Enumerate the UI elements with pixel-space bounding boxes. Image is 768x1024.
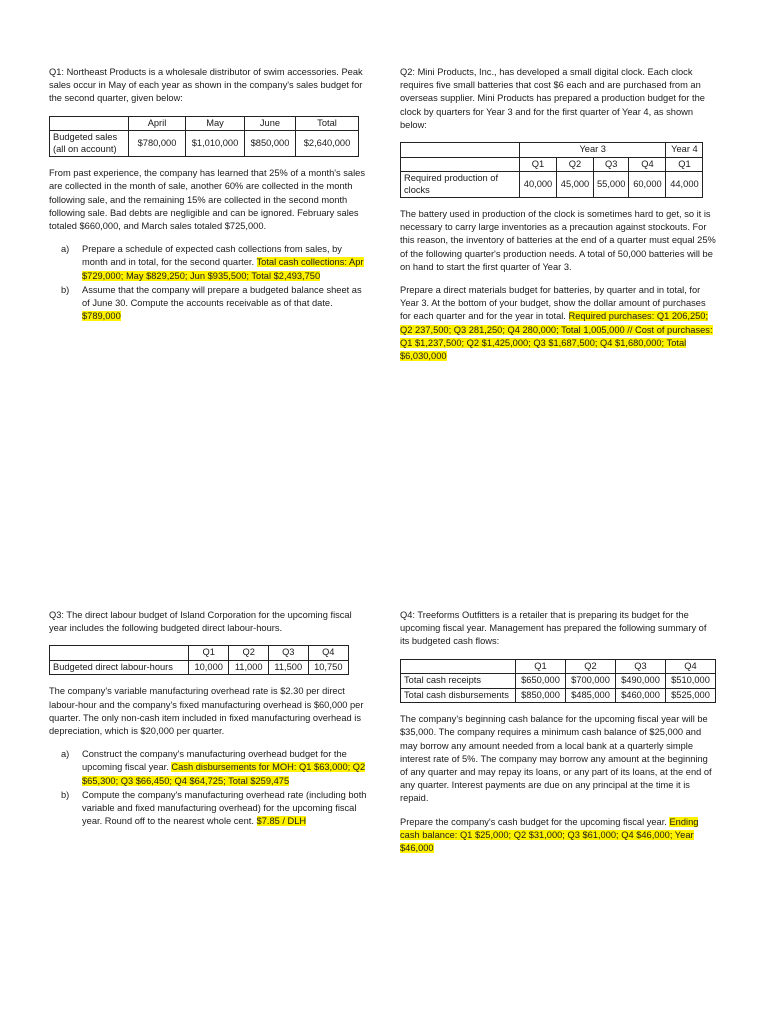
question-text: Assume that the company will prepare a budgeted balance sheet as of June 30. Compute the accounts receivable as of that date.	[82, 284, 362, 308]
table-cell: $490,000	[616, 674, 666, 689]
answer-highlight: Cash disbursements for MOH: Q1 $63,000; Q2 $65,300; Q3 $66,450; Q4 $64,725; Total $259,475	[82, 762, 366, 786]
q2-body-2	[400, 284, 718, 363]
table-cell: 55,000	[594, 172, 629, 198]
q4-task-paragraph	[400, 816, 718, 856]
list-marker: a)	[61, 244, 70, 255]
question-2	[400, 66, 718, 373]
table-cell: $650,000	[516, 674, 566, 689]
row-label: Required production of clocks	[401, 172, 520, 198]
table-header: Q2	[229, 646, 269, 661]
table-header: Q2	[557, 157, 594, 172]
answer-highlight: $789,000	[82, 311, 121, 322]
list-marker: b)	[61, 284, 70, 295]
question-1	[49, 66, 367, 324]
list-item	[61, 243, 367, 283]
table-cell-empty	[401, 659, 516, 674]
answer-highlight: $7.85 / DLH	[256, 816, 307, 827]
table-cell-empty	[401, 143, 520, 158]
table-cell-empty	[401, 157, 520, 172]
q2-task: Prepare a direct materials budget for batteries, by quarter and in total, for Year 3. At the bottom of your budget, show the dollar amount of purchases for each quarter and for the year in total.	[400, 285, 706, 322]
table-cell: $2,640,000	[296, 131, 359, 157]
group-header: Year 4	[666, 143, 703, 158]
table-cell: $525,000	[666, 688, 716, 703]
table-cell: $510,000	[666, 674, 716, 689]
q4-intro: Q4: Treeforms Outfitters is a retailer that is preparing its budget for the upcoming fiscal year. Management has prepared the following summary of its budgeted cash flows:	[400, 610, 707, 647]
table-header: Q3	[594, 157, 629, 172]
row-label: Total cash disbursements	[401, 688, 516, 703]
q1-body: From past experience, the company has learned that 25% of a month's sales are collected in the month of sale, another 60% are collected in the month following sale, and the remaining 15% are collected in the second month following sale. Bad debts are negligible and can be ignored. February sales totaled $660,000, and March sales totaled $725,000.	[49, 168, 365, 231]
row-label: Budgeted direct labour-hours	[50, 660, 189, 675]
table-cell-empty	[50, 646, 189, 661]
q3-subquestions	[49, 748, 367, 828]
table-header: Q4	[308, 646, 348, 661]
table-cell: $850,000	[245, 131, 296, 157]
group-header: Year 3	[520, 143, 666, 158]
q2-body-1: The battery used in production of the clock is sometimes hard to get, so it is necessary to carry large inventories as a precaution against stockouts. For this reason, the inventory of batteries at the end of a quarter must equal 25% of the following quarter's production needs. A total of 50,000 batteries will be on hand to start the first quarter of Year 3.	[400, 209, 716, 272]
table-cell: 60,000	[629, 172, 666, 198]
list-item	[61, 284, 367, 324]
table-header: Q4	[666, 659, 716, 674]
table-cell: $700,000	[566, 674, 616, 689]
table-cell: 44,000	[666, 172, 703, 198]
question-text: Compute the company's manufacturing overhead rate (including both variable and fixed manufacturing overhead) for the upcoming fiscal year. Round off to the nearest whole cent.	[82, 789, 367, 827]
list-marker: b)	[61, 789, 70, 800]
table-cell: 10,750	[308, 660, 348, 675]
q1-subquestions	[49, 243, 367, 323]
table-header: April	[129, 116, 186, 131]
table-cell: 11,500	[268, 660, 308, 675]
table-header: Total	[296, 116, 359, 131]
q4-task: Prepare the company's cash budget for the upcoming fiscal year.	[400, 816, 667, 827]
table-header: Q3	[616, 659, 666, 674]
table-cell: 45,000	[557, 172, 594, 198]
table-header: May	[186, 116, 245, 131]
answer-highlight: Total cash collections: Apr $729,000; May $829,250; Jun $935,500; Total $2,493,750	[82, 257, 364, 281]
question-text: Construct the company's manufacturing overhead budget for the upcoming fiscal year.	[82, 749, 347, 773]
row-label: Total cash receipts	[401, 674, 516, 689]
q4-cashflow-table	[400, 659, 716, 704]
row-label: Budgeted sales (all on account)	[50, 131, 129, 157]
table-cell: $1,010,000	[186, 131, 245, 157]
table-header: Q1	[520, 157, 557, 172]
q2-intro: Q2: Mini Products, Inc., has developed a small digital clock. Each clock requires five small batteries that cost $6 each and are purchased from an overseas supplier. Mini Products has prepared a production budget for the clock by quarters for Year 3 and for the first quarter of Year 4, as shown below:	[400, 67, 705, 130]
question-3	[49, 609, 367, 829]
list-marker: a)	[61, 749, 70, 760]
table-cell: 11,000	[229, 660, 269, 675]
table-header: Q4	[629, 157, 666, 172]
table-header: Q1	[666, 157, 703, 172]
table-cell: 40,000	[520, 172, 557, 198]
table-cell: $485,000	[566, 688, 616, 703]
answer-highlight: Ending cash balance: Q1 $25,000; Q2 $31,000; Q3 $61,000; Q4 $46,000; Year $46,000	[400, 816, 699, 853]
table-header: Q3	[268, 646, 308, 661]
table-header: Q2	[566, 659, 616, 674]
answer-highlight: Required purchases: Q1 206,250; Q2 237,500; Q3 281,250; Q4 280,000; Total 1,005,000 // Cost of purchases: Q1 $1,237,500; Q2 $1,425,000; Q3 $1,687,500; Q4 $1,680,000; Total $6,030,000	[400, 311, 713, 362]
table-header: June	[245, 116, 296, 131]
list-item	[61, 789, 367, 829]
q1-sales-table	[49, 116, 359, 158]
table-header: Q1	[516, 659, 566, 674]
question-text: Prepare a schedule of expected cash collections from sales, by month and in total, for the second quarter.	[82, 244, 342, 268]
table-cell: $850,000	[516, 688, 566, 703]
q1-intro: Q1: Northeast Products is a wholesale distributor of swim accessories. Peak sales occur in May of each year as shown in the company's sales budget for the second quarter, given below:	[49, 67, 363, 104]
q3-intro: Q3: The direct labour budget of Island Corporation for the upcoming fiscal year includes the following budgeted direct labour-hours.	[49, 610, 352, 634]
table-cell: 10,000	[189, 660, 229, 675]
table-header: Q1	[189, 646, 229, 661]
q3-body: The company's variable manufacturing overhead rate is $2.30 per direct labour-hour and the company's fixed manufacturing overhead is $60,000 per quarter. The only non-cash item included in fixed manufacturing overhead is depreciation, which is $20,000 per quarter.	[49, 686, 364, 737]
table-cell: $780,000	[129, 131, 186, 157]
list-item	[61, 748, 367, 788]
q4-body: The company's beginning cash balance for the upcoming fiscal year will be $35,000. The company requires a minimum cash balance of $25,000 and may borrow any amount needed from a local bank at a quarterly simple interest rate of 5%. The company may borrow any amount at the beginning of any quarter and may repay its loans, or any part of its loans, at the end of any quarter. Interest payments are due on any principal at the time it is repaid.	[400, 714, 712, 804]
table-header	[50, 116, 129, 131]
q3-labour-table	[49, 645, 349, 675]
table-cell: $460,000	[616, 688, 666, 703]
question-4	[400, 609, 718, 865]
q2-production-table	[400, 142, 703, 198]
